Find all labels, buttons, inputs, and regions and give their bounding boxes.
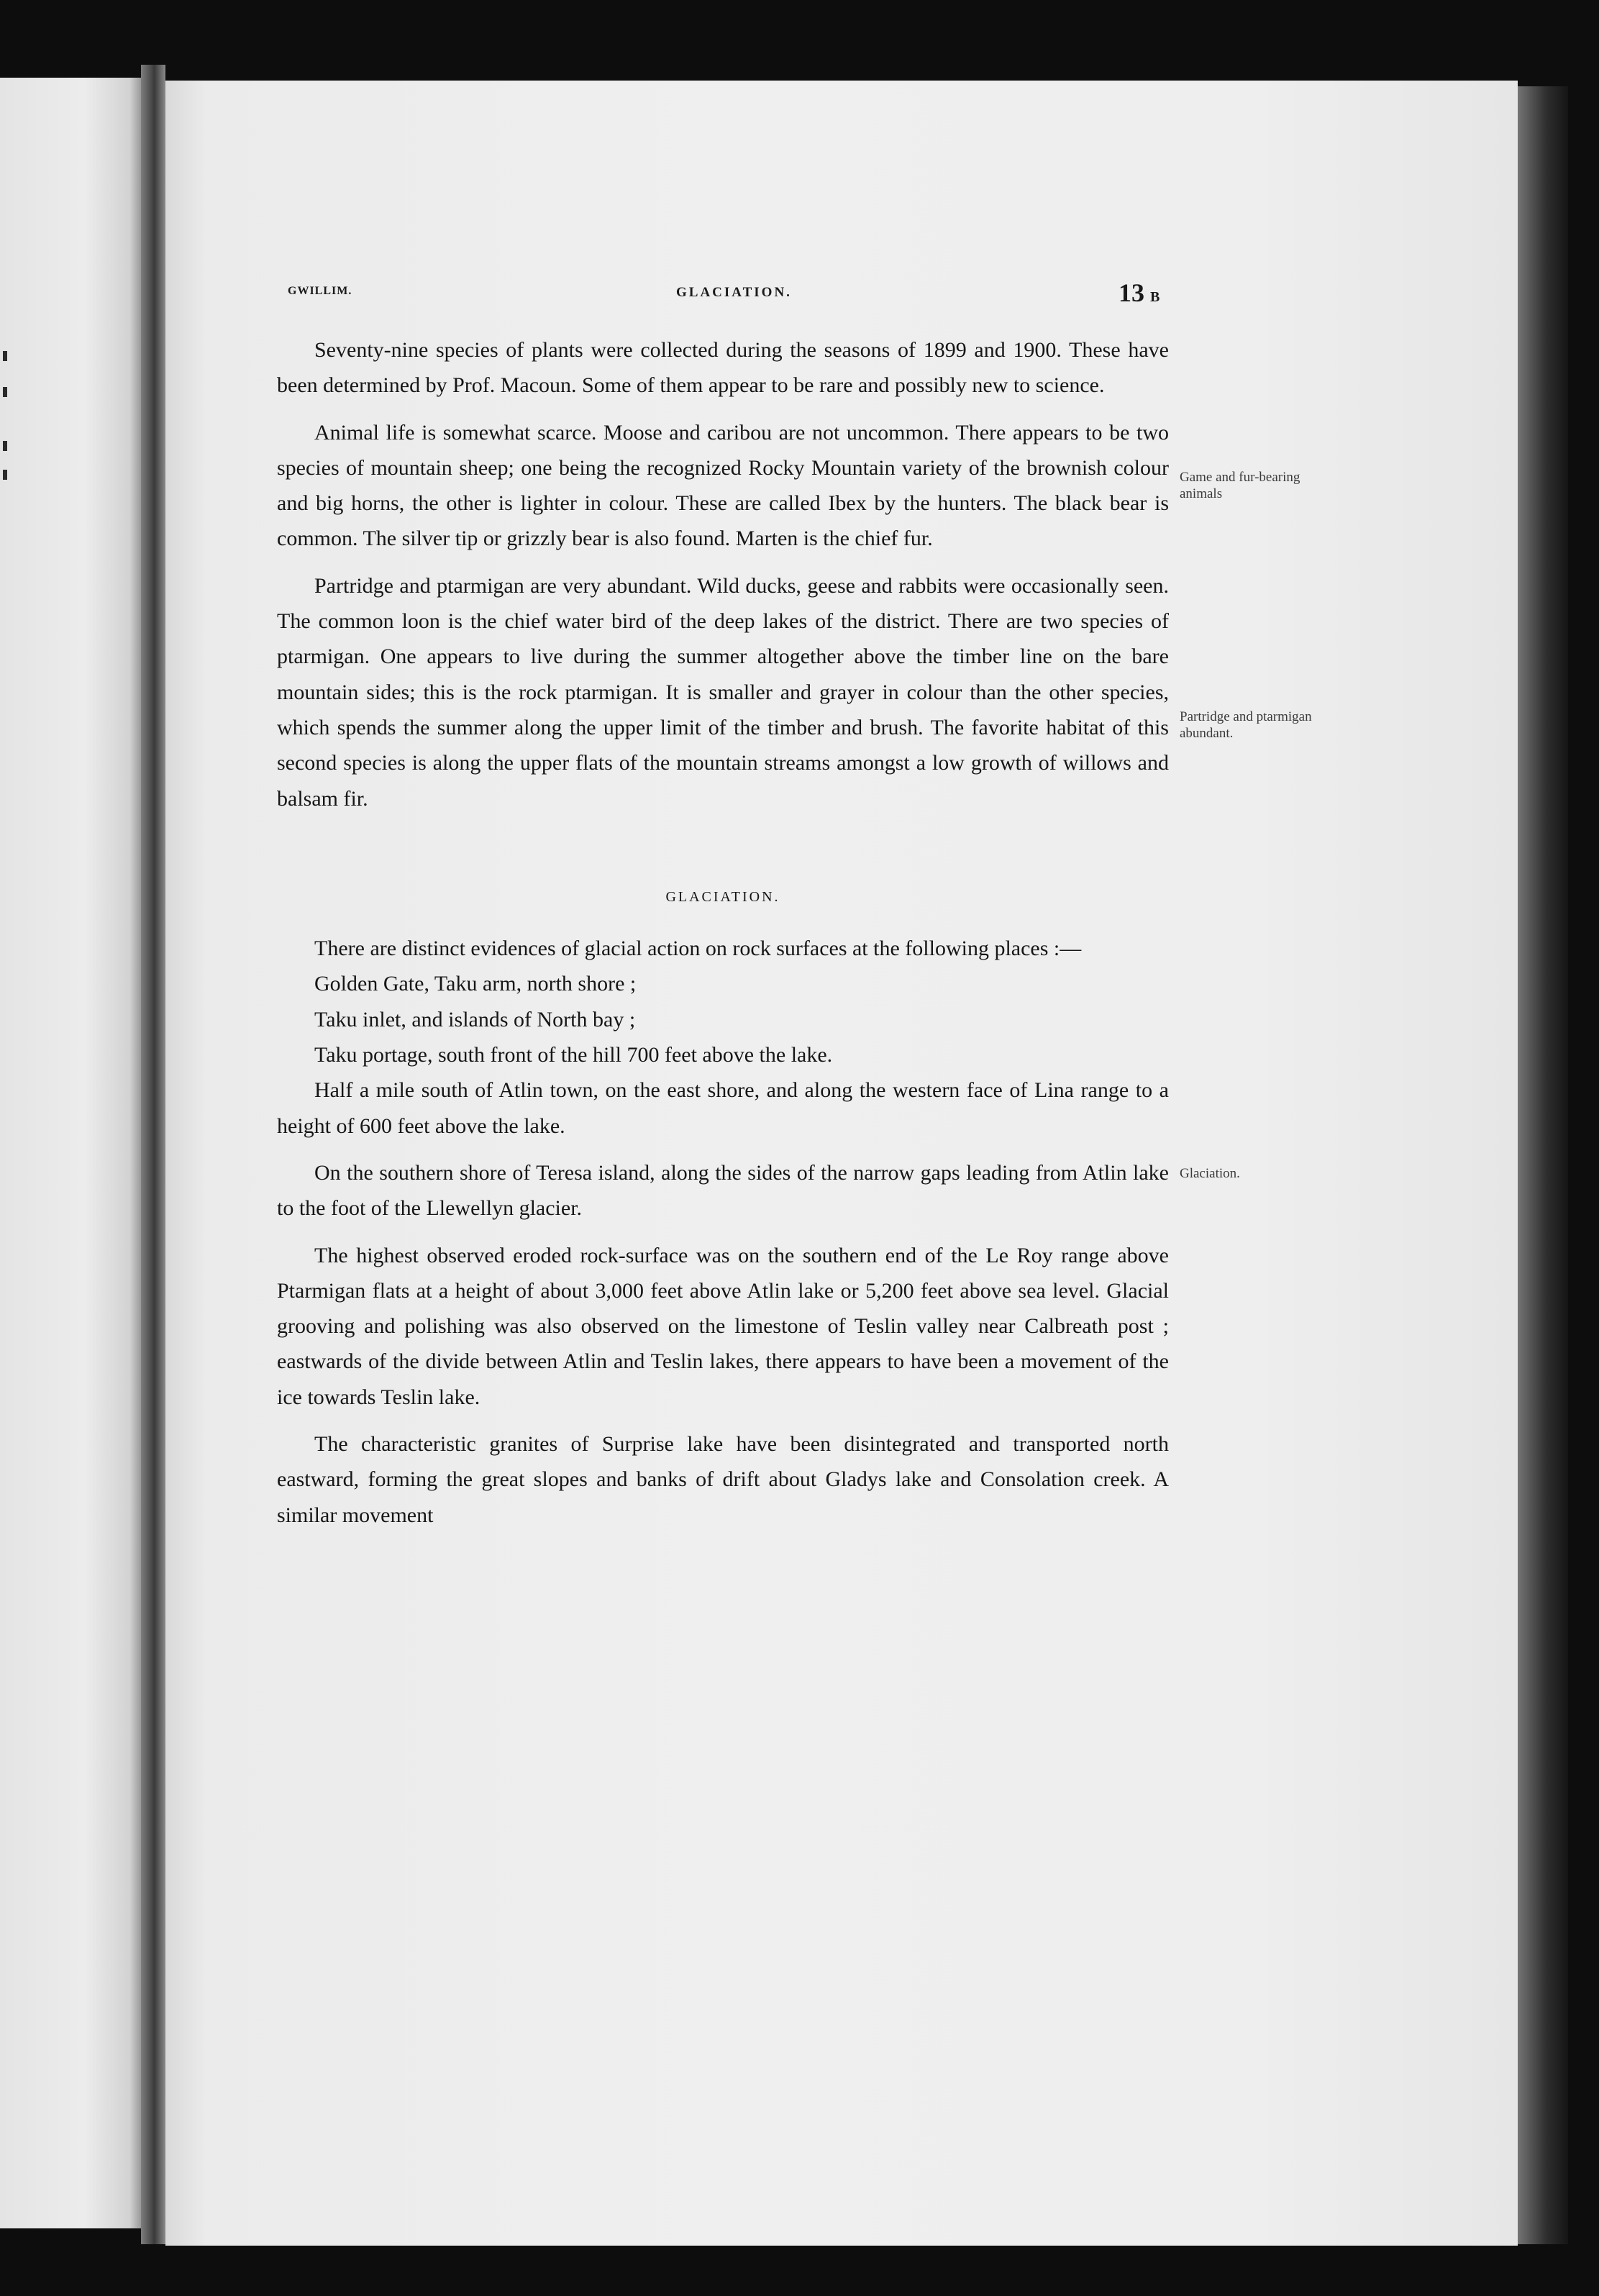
margin-note-partridge: Partridge and ptarmigan abundant. bbox=[1180, 709, 1312, 741]
list-item: Taku inlet, and islands of North bay ; bbox=[314, 1007, 636, 1031]
paragraph-le-roy-range: The highest observed eroded rock-surface was on the southern end of the Le Roy range above Ptarmigan flats at a height of about 3,000 feet above Atlin lake or 5,200 feet above sea level. Glacial grooving and polishing was also observed on the limestone of Teslin valley near Calbreath post ; eastwards of the divide between Atlin and Teslin lakes, there appears to have been a movement of the ice towards Teslin lake. bbox=[277, 1243, 1169, 1409]
page-body bbox=[277, 332, 1169, 1544]
margin-note-game: Game and fur-bearing animals bbox=[1180, 470, 1300, 501]
paragraph-plants: Seventy-nine species of plants were collected during the seasons of 1899 and 1900. These have been determined by Prof. Macoun. Some of them appear to be rare and possibly new to science. bbox=[277, 338, 1169, 398]
list-item: Golden Gate, Taku arm, north shore ; bbox=[314, 972, 637, 996]
paragraph-atlin: Half a mile south of Atlin town, on the east shore, and along the western face of Lina range to a height of 600 feet above the lake. bbox=[277, 1078, 1169, 1138]
facing-page bbox=[0, 78, 141, 2228]
margin-note-glaciation: Glaciation. bbox=[1180, 1166, 1240, 1181]
paragraph-glaciation-intro: There are distinct evidences of glacial action on rock surfaces at the following places :— bbox=[314, 937, 1082, 961]
section-heading: GLACIATION. bbox=[665, 888, 780, 905]
paragraph-surprise-lake: The characteristic granites of Surprise lake have been disintegrated and transported north eastward, forming the great slopes and banks of drift about Gladys lake and Consolation creek. A similar movement bbox=[277, 1432, 1169, 1527]
running-title: GLACIATION. bbox=[676, 285, 792, 300]
page-number: 13 B bbox=[1119, 278, 1160, 307]
book-gutter bbox=[141, 65, 165, 2244]
paragraph-animal-life: Animal life is somewhat scarce. Moose and caribou are not uncommon. There appears to be two species of mountain sheep; one being the recognized Rocky Mountain variety of the brownish colour and big horns, the other is lighter in colour. These are called Ibex by the hunters. The black bear is common. The silver tip or grizzly bear is also found. Marten is the chief fur. bbox=[277, 420, 1169, 551]
paragraph-teresa-island: On the southern shore of Teresa island, along the sides of the narrow gaps leading from Atlin lake to the foot of the Llewellyn glacier. bbox=[277, 1160, 1169, 1221]
running-header bbox=[288, 278, 1187, 311]
paragraph-partridge: Partridge and ptarmigan are very abundant. Wild ducks, geese and rabbits were occasionally seen. The common loon is the chief water bird of the deep lakes of the district. There are two species of ptarmigan. One appears to live during the summer altogether above the timber line on the bare mountain sides; this is the rock ptarmigan. It is smaller and grayer in colour than the other species, which spends the summer along the upper limit of the timber and brush. The favorite habitat of this second species is along the upper flats of the mountain streams amongst a low growth of willows and balsam fir. bbox=[277, 573, 1169, 811]
facing-page-edge-marks bbox=[0, 78, 22, 2228]
page-number-suffix: B bbox=[1150, 289, 1160, 305]
list-item: Taku portage, south front of the hill 700 feet above the lake. bbox=[314, 1043, 833, 1067]
running-author: GWILLIM. bbox=[288, 285, 352, 297]
